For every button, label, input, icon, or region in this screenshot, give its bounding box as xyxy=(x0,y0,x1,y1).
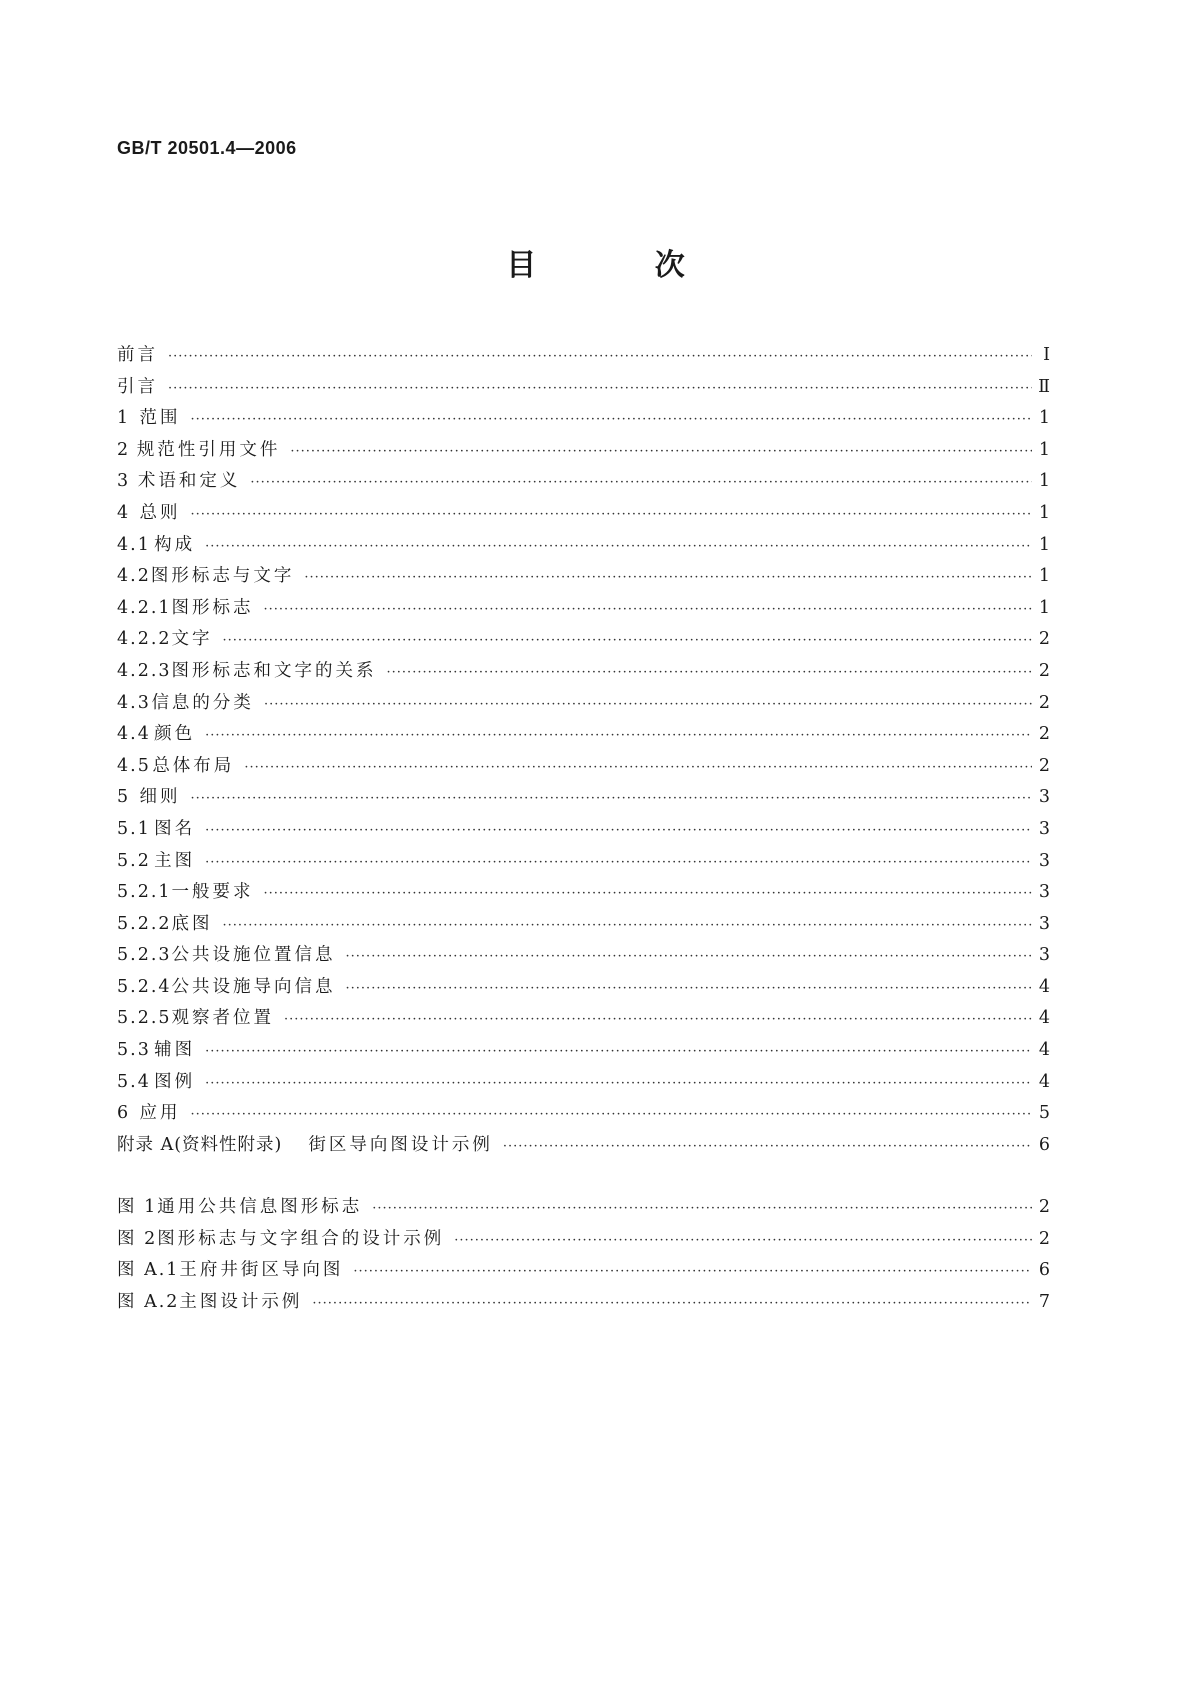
figure-page: 6 xyxy=(1038,1260,1050,1281)
toc-item-page: 3 xyxy=(1038,913,1050,934)
dot-leader xyxy=(168,349,1032,364)
toc-item-page: 2 xyxy=(1038,724,1050,745)
toc-item-6[interactable] xyxy=(117,1099,1050,1131)
toc-item-number: 5.2 xyxy=(117,850,151,871)
toc-item-page: 1 xyxy=(1038,439,1050,460)
toc-item-2[interactable] xyxy=(117,436,1050,468)
toc-item-4-1[interactable] xyxy=(117,531,1050,563)
toc-item-number: 4 xyxy=(117,502,131,523)
dot-leader xyxy=(190,1107,1032,1122)
toc-item-label: 应用 xyxy=(139,1103,181,1124)
dot-leader xyxy=(353,1264,1032,1279)
toc-item-label: 细则 xyxy=(139,787,181,808)
toc-item-number: 2 xyxy=(117,439,131,460)
toc-item-label: 公共设施位置信息 xyxy=(171,945,336,966)
figure-label: 王府井街区导向图 xyxy=(179,1260,344,1281)
toc-item-label: 公共设施导向信息 xyxy=(171,976,336,997)
toc-item-number: 4.2.1 xyxy=(117,597,172,618)
toc-item-5-3[interactable] xyxy=(117,1036,1050,1068)
toc-item-page: 3 xyxy=(1038,850,1050,871)
toc-item-annex-a[interactable] xyxy=(117,1131,1050,1163)
toc-item-label: 辅图 xyxy=(154,1040,196,1061)
toc-item-4-3[interactable] xyxy=(117,689,1050,721)
toc-item-4-4[interactable] xyxy=(117,720,1050,752)
toc-item-number: 4.3 xyxy=(117,692,151,713)
toc-item-label: 总体布局 xyxy=(152,755,235,776)
toc-item-5-1[interactable] xyxy=(117,815,1050,847)
toc-item-4[interactable] xyxy=(117,499,1050,531)
toc-item-page: Ⅱ xyxy=(1038,376,1050,397)
toc-item-4-2-1[interactable] xyxy=(117,594,1050,626)
dot-leader xyxy=(372,1201,1032,1216)
figure-label: 图形标志与文字组合的设计示例 xyxy=(157,1228,445,1249)
toc-item-label: 图例 xyxy=(154,1071,196,1092)
dot-leader xyxy=(312,1296,1032,1311)
figure-number: 图 1 xyxy=(117,1197,158,1217)
toc-item-page: 2 xyxy=(1038,629,1050,650)
toc-item-label: 观察者位置 xyxy=(171,1008,275,1029)
figure-number: 图 2 xyxy=(117,1228,158,1249)
toc-list xyxy=(117,341,1050,1162)
toc-item-page: 1 xyxy=(1038,502,1050,523)
figure-item-a1[interactable] xyxy=(117,1256,1050,1288)
toc-item-page: 1 xyxy=(1038,566,1050,587)
toc-item-label: 术语和定义 xyxy=(137,471,241,492)
figure-item-1[interactable] xyxy=(117,1193,1050,1225)
toc-item-page: 3 xyxy=(1038,818,1050,839)
toc-item-label: 文字 xyxy=(171,629,213,650)
dot-leader xyxy=(205,539,1032,554)
toc-item-page: 4 xyxy=(1038,976,1050,997)
toc-item-page: 3 xyxy=(1038,787,1050,808)
page-title: 目 次 xyxy=(506,248,739,283)
toc-item-page: 6 xyxy=(1038,1134,1050,1155)
toc-item-label: 图形标志和文字的关系 xyxy=(171,660,377,681)
figure-page: 2 xyxy=(1038,1197,1050,1217)
toc-item-label: 颜色 xyxy=(154,724,196,745)
dot-leader xyxy=(205,823,1032,838)
toc-item-page: 3 xyxy=(1038,945,1050,966)
dot-leader xyxy=(205,1044,1032,1059)
toc-item-5-2-1[interactable] xyxy=(117,878,1050,910)
toc-item-page: 2 xyxy=(1038,755,1050,776)
figure-item-2[interactable] xyxy=(117,1225,1050,1257)
figure-page: 2 xyxy=(1038,1228,1050,1249)
toc-item-page: 4 xyxy=(1038,1071,1050,1092)
toc-item-label: 图形标志与文字 xyxy=(150,566,295,587)
dot-leader xyxy=(264,602,1032,617)
toc-item-label: 图名 xyxy=(154,818,196,839)
dot-leader xyxy=(205,1076,1032,1091)
dot-leader xyxy=(223,633,1032,648)
toc-item-number: 4.5 xyxy=(117,755,151,776)
toc-item-number: 6 xyxy=(117,1103,131,1124)
dot-leader xyxy=(205,855,1032,870)
toc-item-label: 范围 xyxy=(139,408,181,429)
dot-leader xyxy=(290,444,1032,459)
toc-item-4-5[interactable] xyxy=(117,752,1050,784)
toc-item-number: 5.2.1 xyxy=(117,882,172,903)
toc-item-4-2[interactable] xyxy=(117,562,1050,594)
toc-item-label: 图形标志 xyxy=(171,597,254,618)
dot-leader xyxy=(454,1233,1032,1248)
dot-leader xyxy=(346,981,1032,996)
toc-item-label: 构成 xyxy=(154,534,196,555)
toc-item-label: 底图 xyxy=(171,913,213,934)
figure-number: 图 A.2 xyxy=(117,1291,180,1312)
toc-item-number: 5.2.4 xyxy=(117,976,172,997)
toc-item-page: 1 xyxy=(1038,534,1050,555)
toc-item-5-2-4[interactable] xyxy=(117,973,1050,1005)
toc-item-number: 5.3 xyxy=(117,1040,151,1061)
toc-item-4-2-3[interactable] xyxy=(117,657,1050,689)
toc-item-label: 前言 xyxy=(117,345,158,365)
toc-item-label: 主图 xyxy=(154,850,196,871)
dot-leader xyxy=(190,791,1032,806)
figure-item-a2[interactable] xyxy=(117,1288,1050,1320)
figure-label: 通用公共信息图形标志 xyxy=(157,1197,363,1217)
toc-item-5-2-5[interactable] xyxy=(117,1004,1050,1036)
toc-item-number: 1 xyxy=(117,408,131,429)
figure-list xyxy=(117,1193,1050,1319)
toc-item-number: 4.2.3 xyxy=(117,660,172,681)
toc-item-page: 3 xyxy=(1038,882,1050,903)
toc-item-number: 4.2.2 xyxy=(117,629,172,650)
toc-item-page: 1 xyxy=(1038,597,1050,618)
toc-item-foreword[interactable] xyxy=(117,341,1050,373)
standard-code: GB/T 20501.4—2006 xyxy=(117,138,297,158)
toc-item-page: 1 xyxy=(1038,408,1050,429)
annex-label: 附录 A(资料性附录) xyxy=(117,1134,283,1155)
dot-leader xyxy=(168,381,1032,396)
toc-item-number: 5.2.5 xyxy=(117,1008,172,1029)
toc-item-5[interactable] xyxy=(117,783,1050,815)
figure-label: 主图设计示例 xyxy=(179,1291,303,1312)
figure-page: 7 xyxy=(1038,1291,1050,1312)
toc-item-page: 5 xyxy=(1038,1103,1050,1124)
dot-leader xyxy=(223,918,1032,933)
toc-item-page: 2 xyxy=(1038,692,1050,713)
toc-item-number: 5.2.3 xyxy=(117,945,172,966)
toc-item-page: 4 xyxy=(1038,1008,1050,1029)
toc-item-1[interactable] xyxy=(117,404,1050,436)
annex-title: 街区导向图设计示例 xyxy=(308,1134,493,1155)
toc-item-number: 4.1 xyxy=(117,534,151,555)
toc-item-number: 5.4 xyxy=(117,1071,151,1092)
dot-leader xyxy=(190,412,1032,427)
dot-leader xyxy=(264,697,1032,712)
toc-item-page: 4 xyxy=(1038,1040,1050,1061)
toc-item-label: 总则 xyxy=(139,502,181,523)
toc-item-number: 4.2 xyxy=(117,566,151,587)
dot-leader xyxy=(387,665,1032,680)
dot-leader xyxy=(250,475,1032,490)
dot-leader xyxy=(205,728,1032,743)
dot-leader xyxy=(264,886,1032,901)
toc-item-5-2-3[interactable] xyxy=(117,941,1050,973)
toc-item-page: 1 xyxy=(1038,471,1050,492)
toc-item-5-2-2[interactable] xyxy=(117,910,1050,942)
toc-item-5-2[interactable] xyxy=(117,847,1050,879)
toc-item-number: 5 xyxy=(117,787,131,808)
toc-item-number: 4.4 xyxy=(117,724,151,745)
toc-item-introduction[interactable] xyxy=(117,373,1050,405)
toc-item-number: 5.1 xyxy=(117,818,151,839)
toc-item-number: 5.2.2 xyxy=(117,913,172,934)
toc-item-page: 2 xyxy=(1038,660,1050,681)
dot-leader xyxy=(304,570,1032,585)
toc-item-number: 3 xyxy=(117,471,131,492)
toc-item-page: Ⅰ xyxy=(1043,345,1050,365)
dot-leader xyxy=(346,949,1032,964)
figure-number: 图 A.1 xyxy=(117,1260,180,1281)
toc-item-3[interactable] xyxy=(117,467,1050,499)
toc-item-label: 信息的分类 xyxy=(151,692,254,713)
dot-leader xyxy=(190,507,1032,522)
dot-leader xyxy=(284,1012,1032,1027)
toc-item-label: 一般要求 xyxy=(171,882,254,903)
toc-item-5-4[interactable] xyxy=(117,1068,1050,1100)
toc-item-4-2-2[interactable] xyxy=(117,625,1050,657)
toc-item-label: 引言 xyxy=(117,376,158,397)
toc-item-label: 规范性引用文件 xyxy=(136,439,281,460)
dot-leader xyxy=(244,760,1032,775)
dot-leader xyxy=(503,1139,1032,1154)
